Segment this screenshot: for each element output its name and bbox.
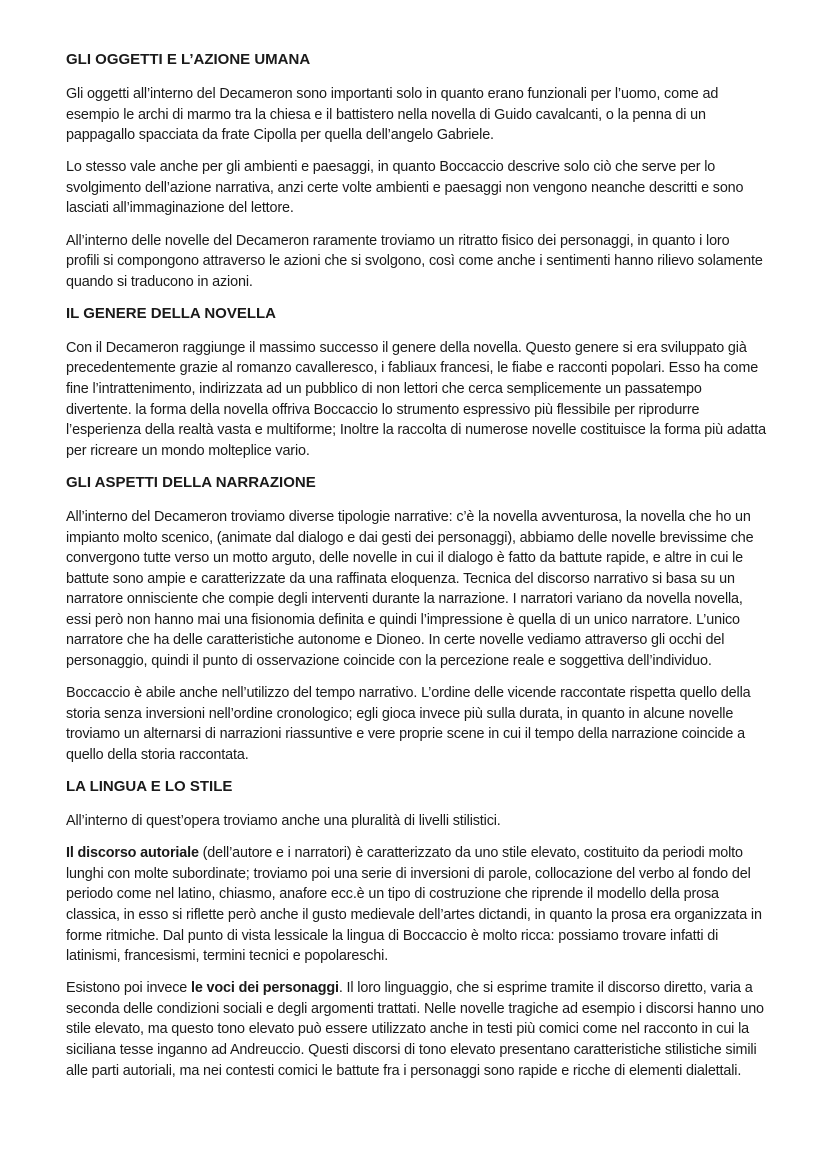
paragraph-text: . Il loro linguaggio, che si esprime tramite il discorso diretto, varia a seconda delle condizioni sociali e degli argomenti trattati. Nelle novelle tragiche ad esempio i discorsi hanno uno stile elevato, ma questo tono elevato può essere utilizzato anche in testi più comici come nel racconto in cui la siciliana tesse inganno ad Andreuccio. Questi discorsi di tono elevato presentano caratteristiche stilistiche simili alle parti autoriali, ma nei contesti comici le battute fra i personaggi sono rapide e ricche di elementi dialettali. [66,980,764,1079]
paragraph: Lo stesso vale anche per gli ambienti e paesaggi, in quanto Boccaccio descrive solo ciò che serve per lo svolgimento dell’azione narrativa, anzi certe volte ambienti e paesaggi non vengono neanche descritti e sono lasciati all’immaginazione del lettore. [66,159,744,217]
bold-term: le voci dei personaggi [191,980,339,997]
paragraph-text: Esistono poi invece [66,980,191,997]
section-heading-genere: IL GENERE DELLA NOVELLA [66,304,277,322]
section-heading-oggetti: GLI OGGETTI E L’AZIONE UMANA [66,51,311,68]
paragraph: Gli oggetti all’interno del Decameron sono importanti solo in quanto erano funzionali per l’uomo, come ad esempio le archi di marmo tra la chiesa e il battistero nella novella di Guido cavalcanti, o la penna di un pappagallo spacciata da frate Cipolla per quella dell’angelo Gabriele. [66,86,719,144]
paragraph: Boccaccio è abile anche nell’utilizzo del tempo narrativo. L’ordine delle vicende raccontate rispetta quello della storia senza inversioni nell’ordine cronologico; egli gioca invece più sulla durata, in quanto in alcune novelle troviamo un alternarsi di narrazioni riassuntive e vere proprie scene in cui il tempo della narrazione coincide a quello della storia raccontata. [66,685,751,763]
section-heading-lingua: LA LINGUA E LO STILE [66,778,233,796]
paragraph: All’interno del Decameron troviamo diverse tipologie narrative: c’è la novella avventurosa, la novella che ho un impianto molto scenico, (animate dal dialogo e dai gesti dei personaggi), abbiamo delle novelle brevissime che convergono tutte verso un motto arguto, delle novelle in cui il dialogo è fatto da battute rapide, e altre in cui le battute sono ampie e caratterizzate da una raffinata eloquenza. Tecnica del discorso narrativo si basa su un narratore onnisciente che compie degli interventi durante la narrazione. I narratori variano da novella novella, essi però non hanno mai una fisionomia definita e quindi l’impressione è quella di un unico narratore. L’unico narratore che ha delle caratteristiche autonome e Dioneo. In certe novelle vediamo attraverso gli occhi del personaggio, quindi il punto di osservazione coincide con la percezione reale e soggettiva dell’individuo. [66,508,754,670]
paragraph: All’interno di quest’opera troviamo anche una pluralità di livelli stilistici. [66,813,501,830]
paragraph: Con il Decameron raggiunge il massimo successo il genere della novella. Questo genere si era sviluppato già precedentemente grazie al romanzo cavalleresco, i fabliaux francesi, le fiabe e racconti popolari. Esso ha come fine l’intrattenimento, indirizzata ad un pubblico di non lettori che cerca semplicemente un passatempo divertente. la forma della novella offriva Boccaccio lo strumento espressivo più flessibile per riprodurre l’esperienza della realtà vasta e multiforme; Inoltre la raccolta di numerose novelle costituisce la forma più adatta per ricreare un mondo molteplice vario. [66,339,766,459]
section-heading-narrazione: GLI ASPETTI DELLA NARRAZIONE [66,473,316,491]
paragraph [66,843,766,967]
paragraph-text: (dell’autore e i narratori) è caratterizzato da uno stile elevato, costituito da periodi molto lunghi con molte subordinate; troviamo poi una serie di inversioni di parole, collocazione del verbo al fondo del periodo come nel latino, chiasmo, anafore ecc.è un tipo di costruzione che riprende il modello della prosa classica, in esso si riflette però anche il gusto medievale dell’artes dictandi, in quanto la prosa era organizzata in forme ritmiche. Dal punto di vista lessicale la lingua di Boccaccio è molto ricca: possiamo trovare infatti di latinismi, francesismi, termini tecnici e popolareschi. [66,845,762,965]
document-page [66,50,766,1093]
bold-term: Il discorso autoriale [66,845,199,862]
paragraph: All’interno delle novelle del Decameron raramente troviamo un ritratto fisico dei personaggi, in quanto i loro profili si compongono attraverso le azioni che si svolgono, così come anche i sentimenti hanno rilievo solamente quando si traducono in azioni. [66,232,763,290]
paragraph [66,978,766,1081]
